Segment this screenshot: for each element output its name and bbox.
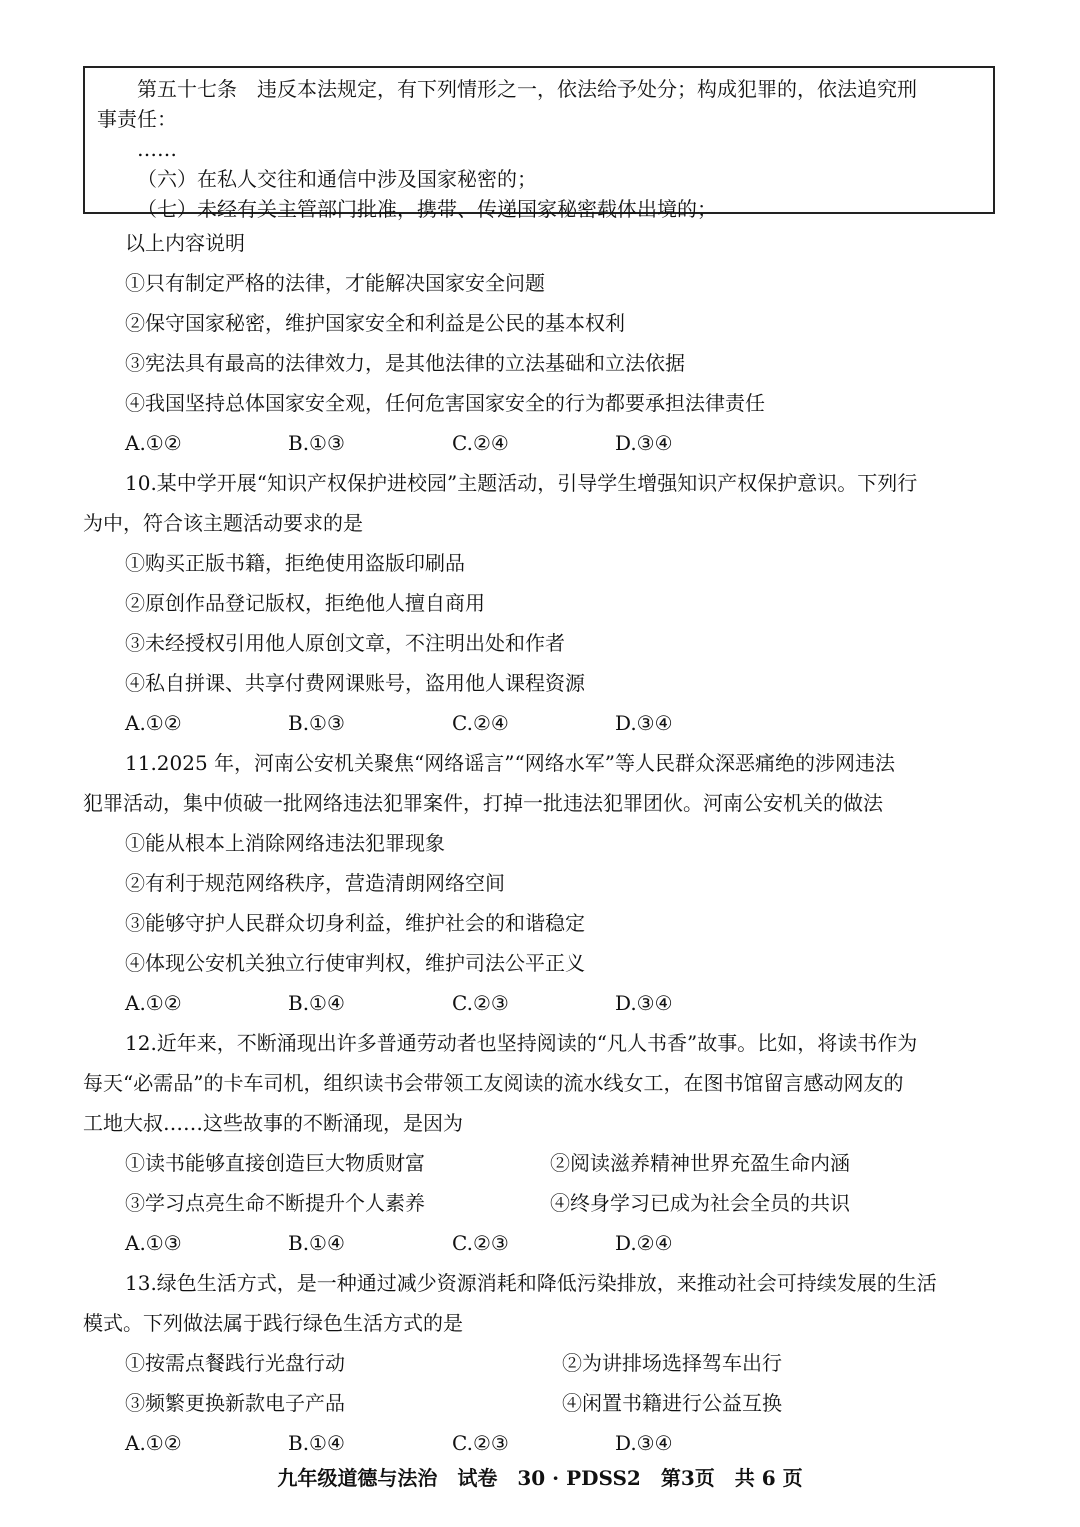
q9-statement: ③宪法具有最高的法律效力，是其他法律的立法基础和立法依据 [125,351,685,375]
q13-statement-row [125,1388,1045,1418]
q11-option-a: A.①② [125,991,182,1015]
q10-stem: 为中，符合该主题活动要求的是 [83,511,363,535]
q10-option-d: D.③④ [615,711,673,735]
q12-options [125,1228,1045,1258]
q9-option-d: D.③④ [615,431,673,455]
q12-statement-row [125,1148,1045,1178]
q10-statement: ①购买正版书籍，拒绝使用盗版印刷品 [125,551,465,575]
q13-statement: ②为讲排场选择驾车出行 [562,1351,782,1375]
q11-statement: ③能够守护人民群众切身利益，维护社会的和谐稳定 [125,911,585,935]
q11-statement: ④体现公安机关独立行使审判权，维护司法公平正义 [125,951,585,975]
q13-option-a: A.①② [125,1431,182,1455]
q13-option-d: D.③④ [615,1431,673,1455]
q11-stem: 11.2025 年，河南公安机关聚焦“网络谣言”“网络水军”等人民群众深恶痛绝的涉网违法 [125,751,895,775]
q11-option-b: B.①④ [288,991,345,1015]
q12-statement: ①读书能够直接创造巨大物质财富 [125,1151,425,1175]
q9-statement: ②保守国家秘密，维护国家安全和利益是公民的基本权利 [125,311,625,335]
q12-stem: 12.近年来，不断涌现出许多普通劳动者也坚持阅读的“凡人书香”故事。比如，将读书作为 [125,1031,918,1055]
q12-option-c: C.②③ [452,1231,509,1255]
q11-statement: ①能从根本上消除网络违法犯罪现象 [125,831,445,855]
quote-line: （六）在私人交往和通信中涉及国家秘密的； [137,167,537,191]
quote-line: 第五十七条 违反本法规定，有下列情形之一，依法给予处分；构成犯罪的，依法追究刑 [137,77,917,101]
law-quote-box [83,66,995,221]
q13-statement: ①按需点餐践行光盘行动 [125,1351,345,1375]
quote-line: （七）未经有关主管部门批准，携带、传递国家秘密载体出境的； [137,197,717,221]
q10-option-c: C.②④ [452,711,509,735]
q13-statement: ③频繁更换新款电子产品 [125,1391,345,1415]
q12-stem: 每天“必需品”的卡车司机，组织读书会带领工友阅读的流水线女工，在图书馆留言感动网友的 [83,1071,904,1095]
q13-statement: ④闲置书籍进行公益互换 [562,1391,782,1415]
q9-option-a: A.①② [125,431,182,455]
q10-option-b: B.①③ [288,711,345,735]
q11-options [125,988,1045,1018]
q9-options [125,428,1045,458]
q12-stem: 工地大叔……这些故事的不断涌现，是因为 [83,1111,463,1135]
q9-option-c: C.②④ [452,431,509,455]
q10-statement: ③未经授权引用他人原创文章，不注明出处和作者 [125,631,565,655]
q10-option-a: A.①② [125,711,182,735]
quote-ellipsis: …… [137,137,177,161]
q13-statement-row [125,1348,1045,1378]
q12-statement: ④终身学习已成为社会全员的共识 [550,1191,850,1215]
q11-statement: ②有利于规范网络秩序，营造清朗网络空间 [125,871,505,895]
q10-stem: 10.某中学开展“知识产权保护进校园”主题活动，引导学生增强知识产权保护意识。下列行 [125,471,918,495]
q12-statement: ③学习点亮生命不断提升个人素养 [125,1191,425,1215]
q9-option-b: B.①③ [288,431,345,455]
q10-options [125,708,1045,738]
q13-option-b: B.①④ [288,1431,345,1455]
q12-option-b: B.①④ [288,1231,345,1255]
q11-option-c: C.②③ [452,991,509,1015]
page-footer: 九年级道德与法治 试卷 30 · PDSS2 第3页 共 6 页 [277,1466,803,1490]
q13-option-c: C.②③ [452,1431,509,1455]
q11-stem: 犯罪活动，集中侦破一批网络违法犯罪案件，打掉一批违法犯罪团伙。河南公安机关的做法 [83,791,883,815]
q12-statement-row [125,1188,1045,1218]
q9-statement: ④我国坚持总体国家安全观，任何危害国家安全的行为都要承担法律责任 [125,391,765,415]
q13-stem: 模式。下列做法属于践行绿色生活方式的是 [83,1311,463,1335]
q9-stem: 以上内容说明 [125,231,245,255]
q11-option-d: D.③④ [615,991,673,1015]
q12-option-a: A.①③ [125,1231,182,1255]
quote-line: 事责任： [97,107,177,131]
q13-stem: 13.绿色生活方式，是一种通过减少资源消耗和降低污染排放，来推动社会可持续发展的生活 [125,1271,937,1295]
q10-statement: ④私自拼课、共享付费网课账号，盗用他人课程资源 [125,671,585,695]
q10-statement: ②原创作品登记版权，拒绝他人擅自商用 [125,591,485,615]
q12-statement: ②阅读滋养精神世界充盈生命内涵 [550,1151,850,1175]
q12-option-d: D.②④ [615,1231,673,1255]
q13-options [125,1428,1045,1458]
q9-statement: ①只有制定严格的法律，才能解决国家安全问题 [125,271,545,295]
